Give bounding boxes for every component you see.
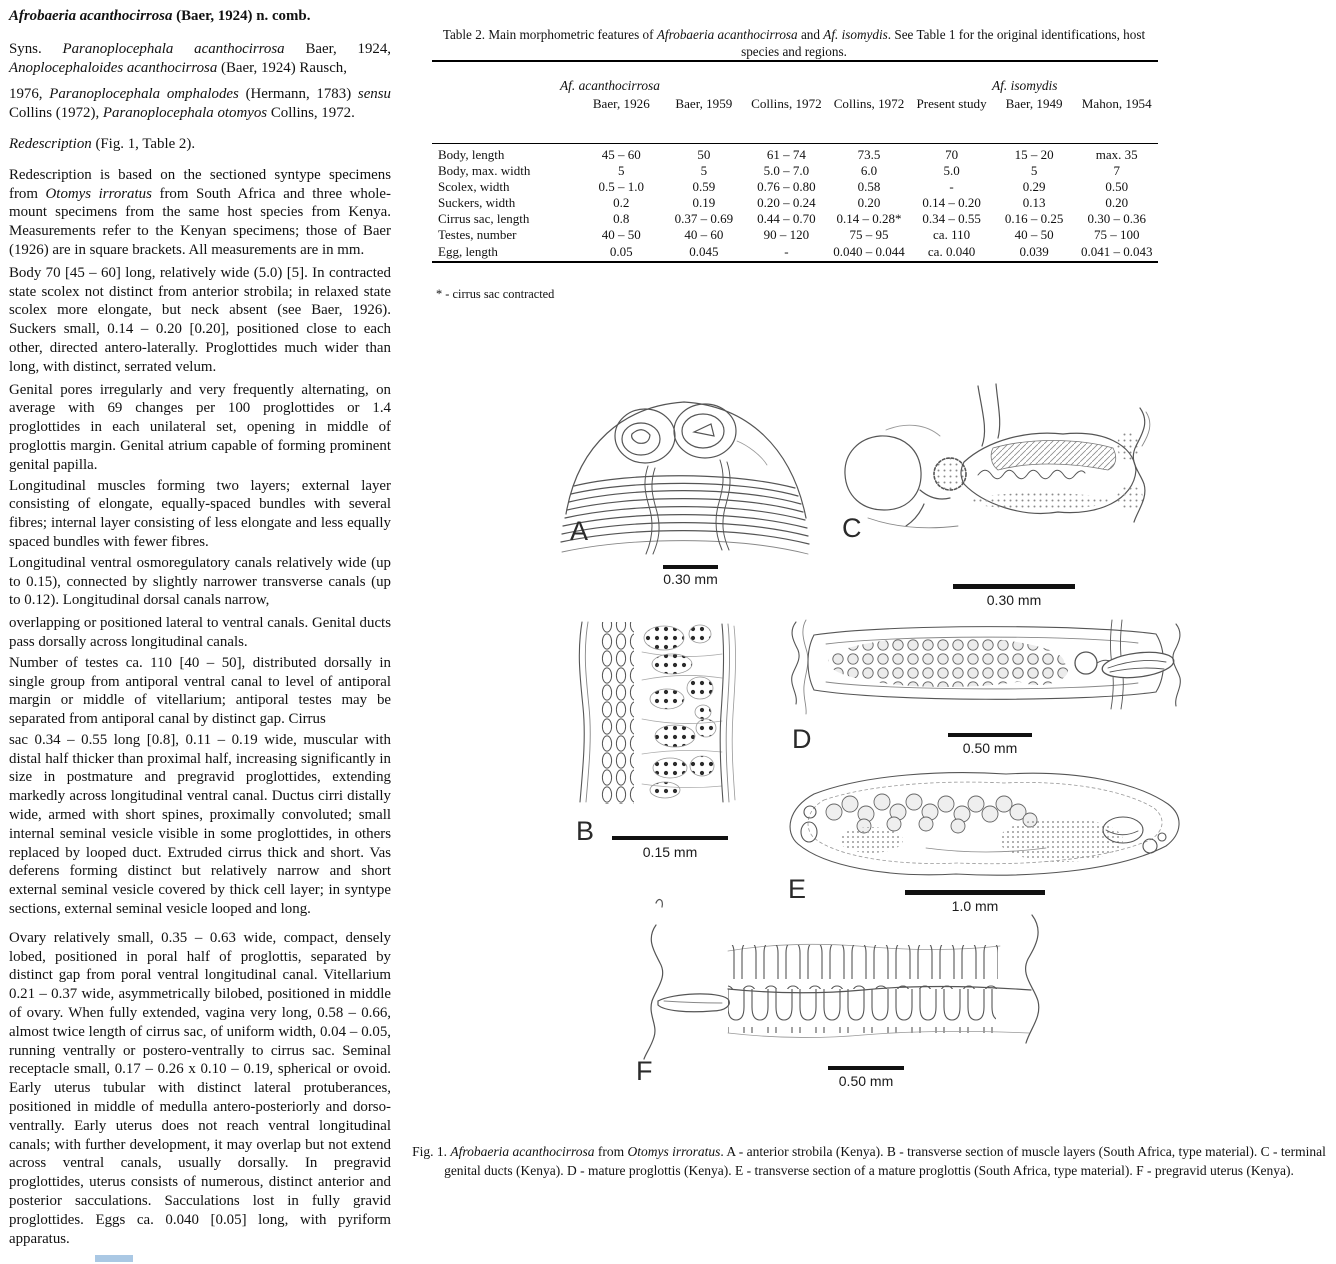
- figure-panel-e: [776, 760, 1194, 892]
- synonyms-paragraph-1: Syns. Paranoplocephala acanthocirrosa Baer, 1924, Anoplocephaloides acanthocirrosa (Baer, 1924) Rausch,: [9, 40, 391, 76]
- species-title: Afrobaeria acanthocirrosa (Baer, 1924) n. comb.: [9, 8, 311, 24]
- table-value: 0.29: [1022, 179, 1046, 195]
- figure-panel-a: [552, 386, 820, 562]
- paragraph-cirrus-sac: sac 0.34 – 0.55 long [0.8], 0.11 – 0.19 wide, muscular with distal half thicker than proximal half, increasing significantly in size in postmature and pregravid proglottides, extending markedly across longitudinal ventral canal. Ductus cirri distally wide, armed with short spines, proximally convoluted; small internal seminal vesicle visible in some proglottides, in others replaced by looped duct. Extruded cirrus thick and short. Vas deferens forming distinct but relatively narrow and short external seminal vesicle covered by thick cell layer; in syntype sections, external seminal vesicle looped and long.: [9, 731, 391, 918]
- row-label: Cirrus sac, length: [438, 211, 530, 227]
- table-value: 40 – 60: [684, 227, 724, 243]
- paragraph-canals-cont: overlapping or positioned lateral to ventral canals. Genital ducts pass dorsally across longitudinal canals.: [9, 615, 391, 650]
- paragraph-ovary: Ovary relatively small, 0.35 – 0.63 wide, compact, densely lobed, positioned in poral half of proglottis, separated by distinct gap from poral ventral longitudinal canal. Vitellarium 0.21 – 0.37 wide, asymmetrically bilobed, positioned in middle of ovary. When fully extended, vagina very long, 0.58 – 0.66, almost twice length of cirrus sac, of uniform width, 0.04 – 0.05, running ventrally or postero-ventrally to cirrus sac. Seminal receptacle small, 0.17 – 0.26 x 0.10 – 0.19, spherical or ovoid. Early uterus tubular with distinct lateral protuberances, positioned in middle of medulla antero-posteriorly and dorso-ventrally. Early uterus does not reach ventral longitudinal canals; with further development, it may overlap but not extend across ventral canals, usually dorsally. In pregravid proglottides, uterus consists of numerous, distinct anterior and posterior sacculations. Sacculations lost in fully gravid proglottides. Eggs ca. 0.040 [0.05] long, with pyriform apparatus.: [9, 929, 391, 1247]
- paragraph-basis: Redescription is based on the sectioned syntype specimens from Otomys irroratus from South Africa and three whole-mount specimens from the same host species from Kenya. Measurements refer to the Kenyan specimens; those of Baer (1926) are in square brackets. All measurements are in mm.: [9, 166, 392, 258]
- table-value: 0.16 – 0.25: [1004, 211, 1064, 227]
- table-value: 0.20: [1105, 195, 1129, 211]
- left-text-column: [9, 7, 391, 1248]
- table-value: 0.59: [692, 179, 716, 195]
- mature-proglottis-section-drawing: [776, 760, 1194, 892]
- table-value: 0.76 – 0.80: [757, 179, 816, 195]
- table-value: 90 – 120: [763, 227, 810, 243]
- scale-label-d: 0.50 mm: [962, 740, 1018, 756]
- paragraph-testes: Number of testes ca. 110 [40 – 50], distributed dorsally in single group from antiporal ventral canal to level of antiporal margin or middle of vitellarium; antiporal testes may be separated from antiporal canal by distinct gap. Cirrus: [9, 654, 391, 728]
- table-value: ca. 110: [933, 227, 971, 243]
- table-value: 7: [1113, 163, 1120, 179]
- table-row: [432, 244, 1158, 260]
- table-value: 75 – 95: [849, 227, 889, 243]
- table-value: 5: [618, 163, 625, 179]
- table-value: 45 – 60: [601, 147, 641, 162]
- row-label: Body, length: [438, 147, 505, 162]
- table-row: [432, 179, 1158, 195]
- col-header: Baer, 1926: [592, 96, 650, 111]
- table-value: 6.0: [860, 163, 878, 179]
- table-value: 0.05: [609, 243, 633, 259]
- table-value: 40 – 50: [1014, 227, 1054, 243]
- group-header-acanthocirrosa: Af. acanthocirrosa: [560, 78, 660, 93]
- table-value: 0.041 – 0.043: [1080, 243, 1153, 259]
- group-header-isomydis: Af. isomydis: [992, 78, 1058, 93]
- panel-label-b: B: [576, 816, 595, 846]
- table-caption: Table 2. Main morphometric features of Afrobaeria acanthocirrosa and Af. isomydis. See Table 1 for the original identifications, host species and regions.: [442, 27, 1146, 59]
- table-value: 0.30 – 0.36: [1087, 211, 1146, 227]
- scale-label-a: 0.30 mm: [663, 571, 718, 587]
- table-value: 61 – 74: [766, 147, 806, 162]
- figure-panel-c: [828, 378, 1162, 568]
- table-row: [432, 211, 1158, 227]
- synonyms-paragraph-2: 1976, Paranoplocephala omphalodes (Hermann, 1783) sensu Collins (1972), Paranoplocephala otomyos Collins, 1972.: [9, 86, 391, 122]
- table-value: 0.20: [857, 195, 881, 211]
- scale-bar-f: [828, 1066, 904, 1070]
- scale-bar-c: [953, 584, 1075, 589]
- figure-panel-b: [572, 616, 744, 812]
- scale-label-c: 0.30 mm: [986, 592, 1042, 608]
- table-value: 0.58: [857, 179, 881, 195]
- table-value: 0.19: [692, 195, 716, 211]
- col-header: Collins, 1972: [833, 96, 905, 111]
- figure-panel-d: [786, 610, 1188, 718]
- scale-label-e: 1.0 mm: [951, 898, 999, 914]
- table-value: 5.0: [943, 163, 960, 179]
- table-value: 0.040 – 0.044: [833, 243, 905, 259]
- table-value: 70: [945, 147, 959, 162]
- table-value: 40 – 50: [601, 227, 641, 243]
- panel-label-c: C: [842, 513, 862, 543]
- table-value: 5.0 – 7.0: [763, 163, 810, 179]
- col-header: Collins, 1972: [751, 96, 822, 111]
- table-value: 0.13: [1022, 195, 1046, 211]
- scale-bar-d: [948, 733, 1032, 737]
- table-row: [432, 163, 1158, 179]
- redescription-heading: Redescription (Fig. 1, Table 2).: [9, 135, 196, 152]
- table-2: [432, 60, 1158, 263]
- table-value: 0.045: [689, 243, 719, 259]
- table-value: 0.20 – 0.24: [757, 195, 816, 211]
- anterior-strobila-drawing: [552, 386, 820, 562]
- table-value: 0.5 – 1.0: [598, 179, 645, 195]
- table-value: 50: [697, 147, 711, 162]
- table-value: ca. 0.040: [927, 243, 976, 259]
- panel-label-e: E: [788, 874, 807, 904]
- scale-label-f: 0.50 mm: [838, 1073, 894, 1089]
- scale-label-b: 0.15 mm: [642, 844, 698, 860]
- paragraph-canals: Longitudinal ventral osmoregulatory canals relatively wide (up to 0.15), connected by slightly narrower transverse canals (up to 0.12). Longitudinal dorsal canals narrow,: [9, 554, 391, 609]
- table-value: 0.14 – 0.28*: [836, 211, 902, 227]
- table-footnote: * - cirrus sac contracted: [436, 287, 555, 301]
- table-value: -: [784, 243, 789, 259]
- table-value: 75 – 100: [1093, 227, 1140, 243]
- table-col-headers: [432, 96, 1158, 111]
- panel-label-a: A: [570, 516, 589, 546]
- col-header: Baer, 1959: [675, 96, 733, 111]
- table-value: 5: [700, 163, 708, 179]
- table-value: 0.50: [1105, 179, 1129, 195]
- table-value: 5: [1030, 163, 1038, 179]
- mature-proglottis-drawing: [786, 610, 1188, 718]
- table-body: [432, 144, 1158, 261]
- table-value: 0.039: [1019, 243, 1049, 259]
- table-value: -: [949, 179, 954, 195]
- col-header: Present study: [916, 96, 987, 111]
- figure-panel-f: [628, 893, 1062, 1081]
- row-label: Egg, length: [438, 243, 498, 259]
- paragraph-genital-pores: Genital pores irregularly and very frequently alternating, on average with 69 changes per 100 proglottides or 1.4 proglottides in each unilateral set, opening in middle of proglottis margin. Genital atrium capable of forming prominent genital papilla.: [9, 381, 391, 473]
- pregravid-uterus-drawing: [628, 893, 1062, 1081]
- col-header: Baer, 1949: [1005, 96, 1063, 111]
- selection-artifact: [95, 1255, 133, 1262]
- row-label: Suckers, width: [438, 195, 516, 211]
- table-value: 0.14 – 0.20: [922, 195, 981, 211]
- table-value: 0.34 – 0.55: [922, 211, 981, 227]
- paragraph-muscles: Longitudinal muscles forming two layers; external layer consisting of elongate, equally-spaced bundles with several fibres; internal layer consisting of less elongate and less equally spaced bundles with fewer fibres.: [9, 477, 391, 550]
- table-value: 0.8: [613, 211, 630, 227]
- table-value: 73.5: [857, 147, 881, 162]
- muscle-layers-drawing: [572, 616, 744, 812]
- row-label: Body, max. width: [438, 163, 531, 179]
- row-label: Testes, number: [438, 227, 517, 243]
- table-value: 15 – 20: [1014, 147, 1054, 162]
- row-label: Scolex, width: [438, 179, 510, 195]
- panel-label-d: D: [792, 724, 812, 754]
- terminal-genital-ducts-drawing: [828, 378, 1162, 568]
- scale-bar-a: [663, 565, 718, 569]
- figure-caption: Fig. 1. Afrobaeria acanthocirrosa from Otomys irroratus. A - anterior strobila (Kenya). B - transverse section of muscle layers (South Africa, type material). C - terminal genital ducts (Kenya). D - mature proglottis (Kenya). E - transverse section of a mature proglottis (South Africa, type material). F - pregravid uterus (Kenya).: [412, 1144, 1326, 1179]
- table-value: max. 35: [1095, 147, 1138, 162]
- table-value: 0.2: [613, 195, 630, 211]
- table-row: [432, 147, 1158, 163]
- table-row: [432, 227, 1158, 243]
- table-row: [432, 195, 1158, 211]
- scale-bar-b: [612, 836, 728, 840]
- paragraph-body: Body 70 [45 – 60] long, relatively wide (5.0) [5]. In contracted state scolex not distinct from anterior strobila; in relaxed state scolex more elongate, but neck absent (see Baer, 1926). Suckers small, 0.14 – 0.20 [0.20], positioned close to each other, directed antero-laterally. Proglottides much wider than long, with distinct, serrated velum.: [9, 264, 391, 375]
- col-header: Mahon, 1954: [1081, 96, 1152, 111]
- table-value: 0.44 – 0.70: [757, 211, 816, 227]
- panel-label-f: F: [636, 1056, 653, 1086]
- table-header: [432, 62, 1158, 144]
- table-value: 0.37 – 0.69: [674, 211, 734, 227]
